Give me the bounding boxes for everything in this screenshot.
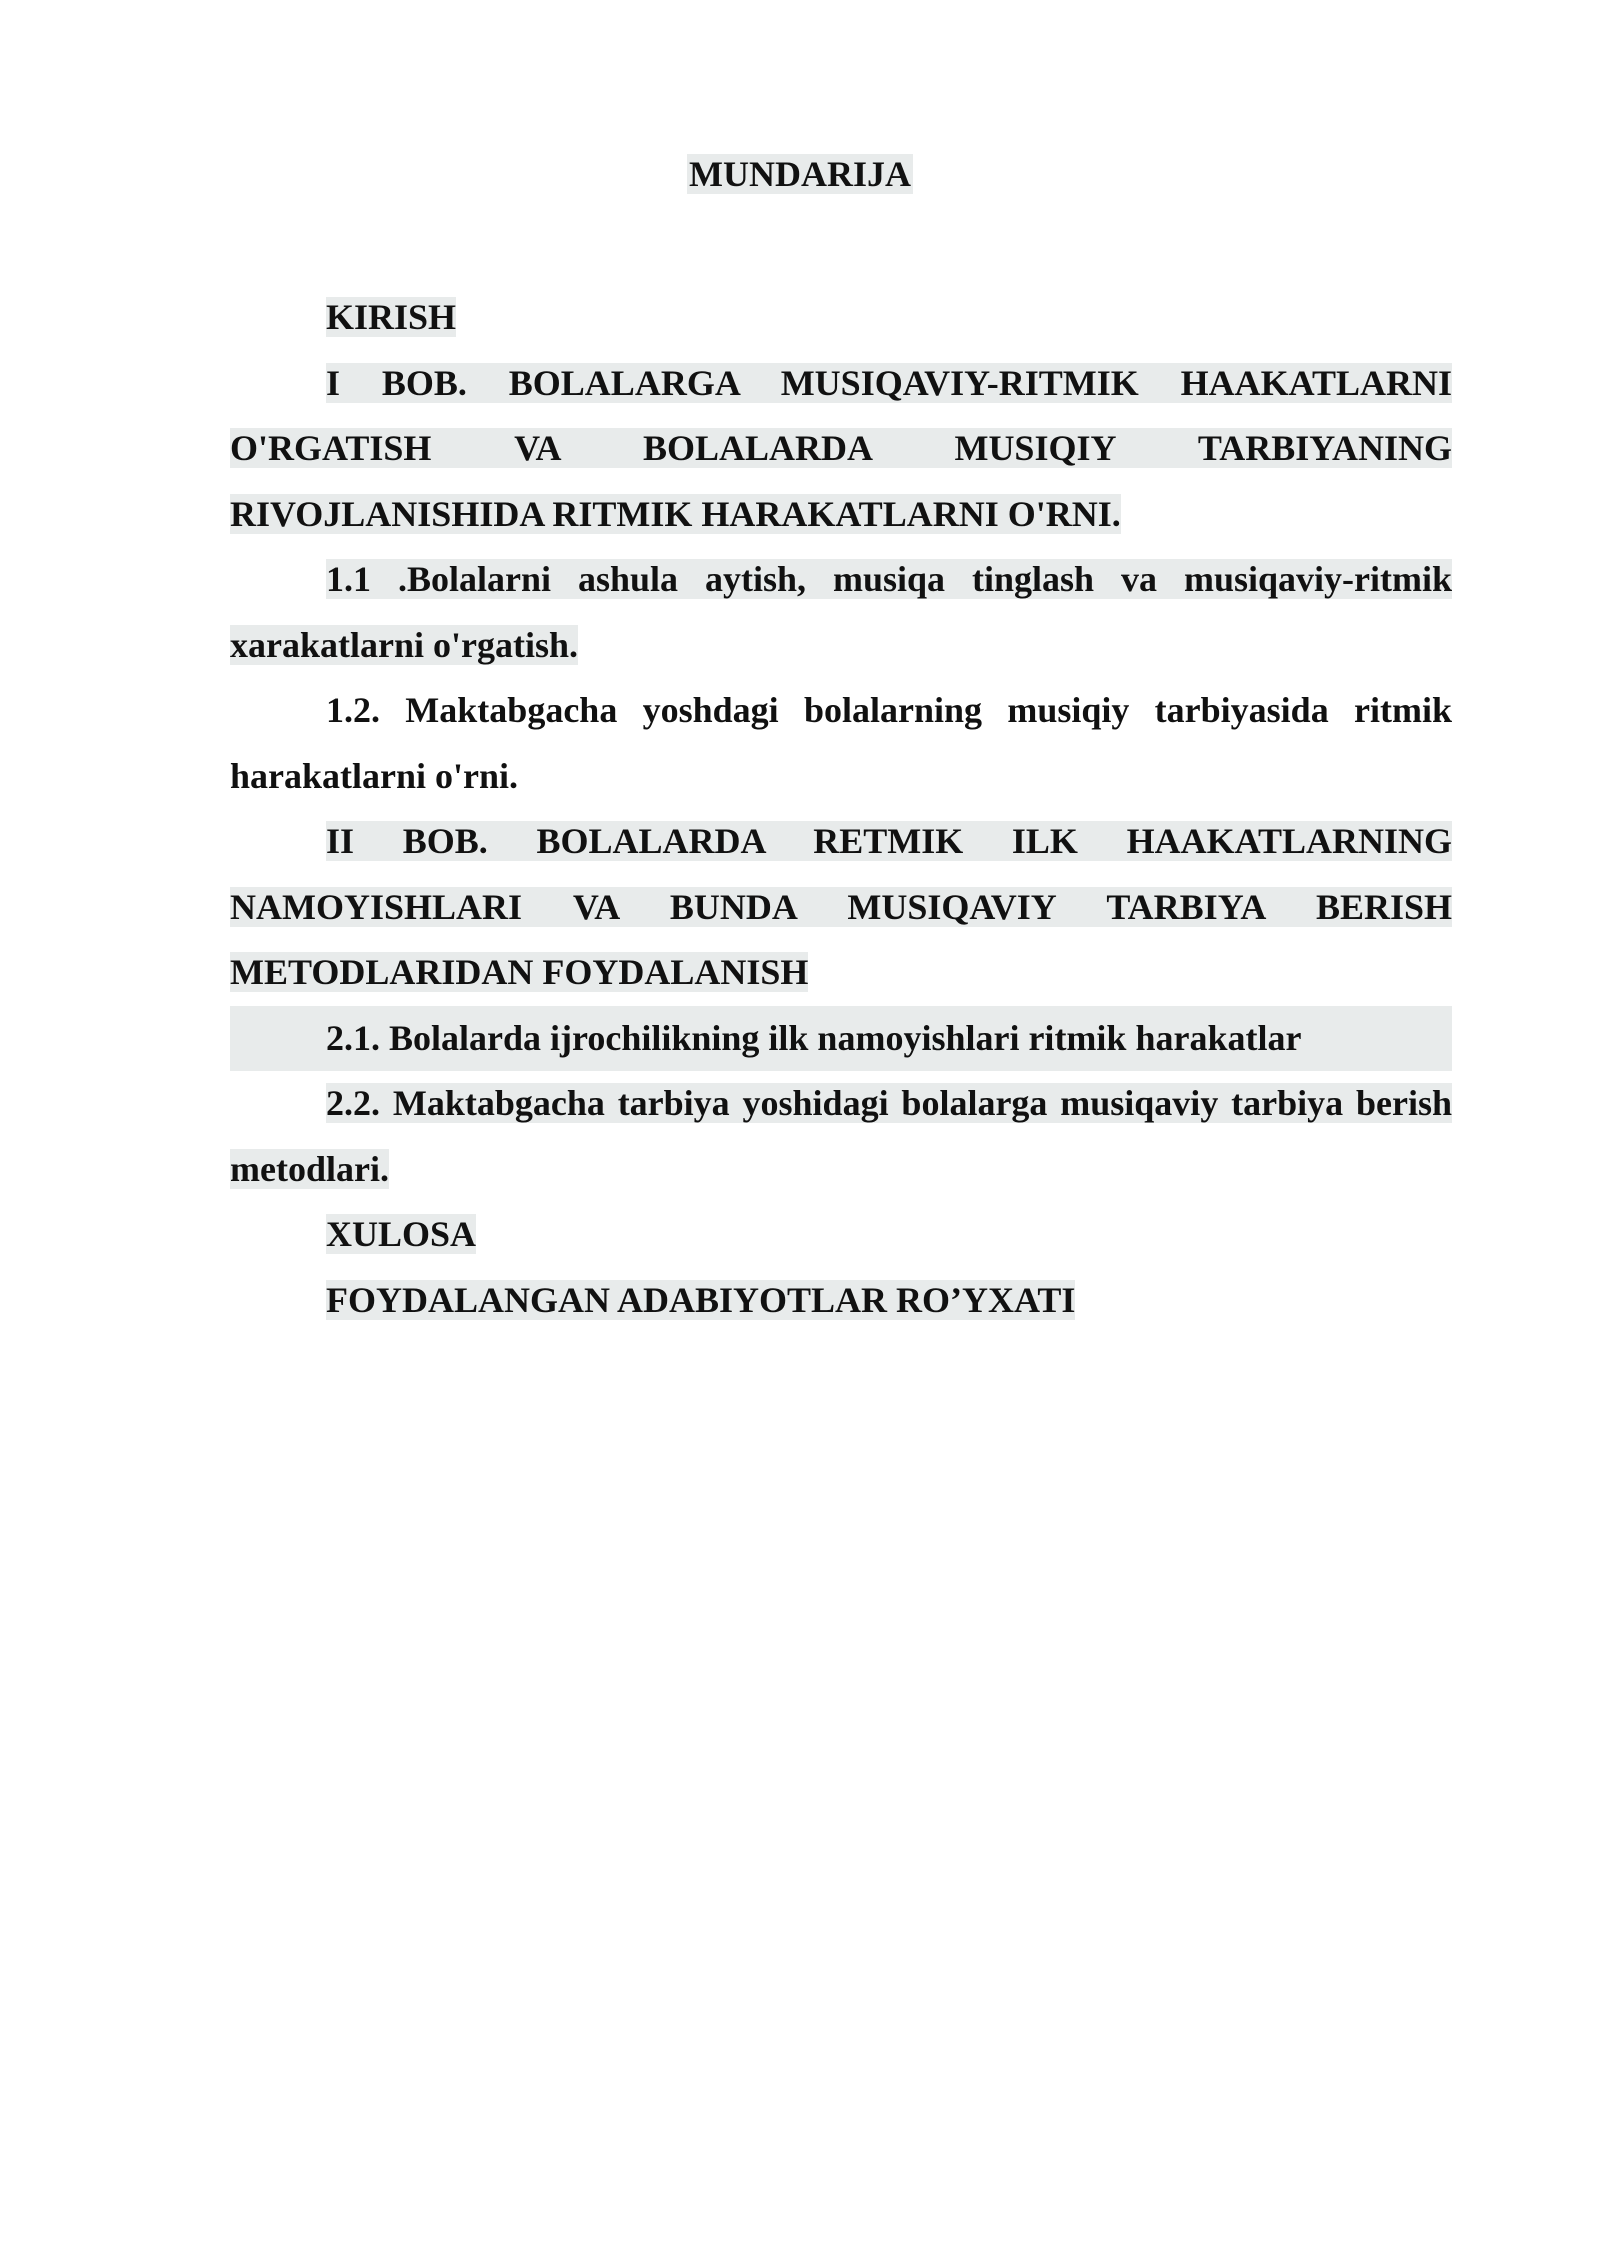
toc-entry-section-2-2: [230, 1071, 1452, 1202]
toc-entry-section-2-1-text: 2.1. Bolalarda ijrochilikning ilk namoyishlari ritmik harakatlar: [326, 1017, 1302, 1058]
toc-entry-section-2-2-text: 2.2. Maktabgacha tarbiya yoshidagi bolalarga musiqaviy tarbiya berish metodlari.: [230, 1083, 1452, 1189]
toc-entry-chapter-1-text: I BOB. BOLALARGA MUSIQAVIY-RITMIK HAAKATLARNI O'RGATISH VA BOLALARDA MUSIQIY TARBIYANING RIVOJLANISHIDA RITMIK HARAKATLARNI O'RNI.: [230, 362, 1452, 534]
toc-entry-section-1-2: [230, 678, 1452, 809]
toc-entry-conclusion: [230, 1202, 1452, 1268]
toc-entry-section-1-1-text: 1.1 .Bolalarni ashula aytish, musiqa tinglash va musiqaviy-ritmik xarakatlarni o'rgatish.: [230, 559, 1452, 665]
toc-entry-references: [230, 1268, 1452, 1334]
toc-entry-chapter-2: [230, 809, 1452, 1006]
toc-entry-section-1-1: [230, 547, 1452, 678]
toc-entry-intro-text: KIRISH: [326, 297, 457, 337]
toc-entry-conclusion-text: XULOSA: [326, 1214, 477, 1254]
toc-entry-references-text: FOYDALANGAN ADABIYOTLAR RO’YXATI: [326, 1279, 1076, 1320]
toc-entry-chapter-2-text: II BOB. BOLALARDA RETMIK ILK HAAKATLARNING NAMOYISHLARI VA BUNDA MUSIQAVIY TARBIYA BERISH METODLARIDAN FOYDALANISH: [230, 821, 1452, 992]
toc-entry-section-2-1: [230, 1006, 1452, 1072]
page-title-text: MUNDARIJA: [689, 154, 911, 194]
toc-entry-intro: [230, 285, 1452, 351]
toc-entry-section-1-2-text: 1.2. Maktabgacha yoshdagi bolalarning musiqiy tarbiyasida ritmik harakatlarni o'rni.: [230, 690, 1452, 796]
table-of-contents: [230, 285, 1452, 1333]
toc-entry-chapter-1: [230, 351, 1452, 548]
page-title: [0, 152, 1600, 196]
